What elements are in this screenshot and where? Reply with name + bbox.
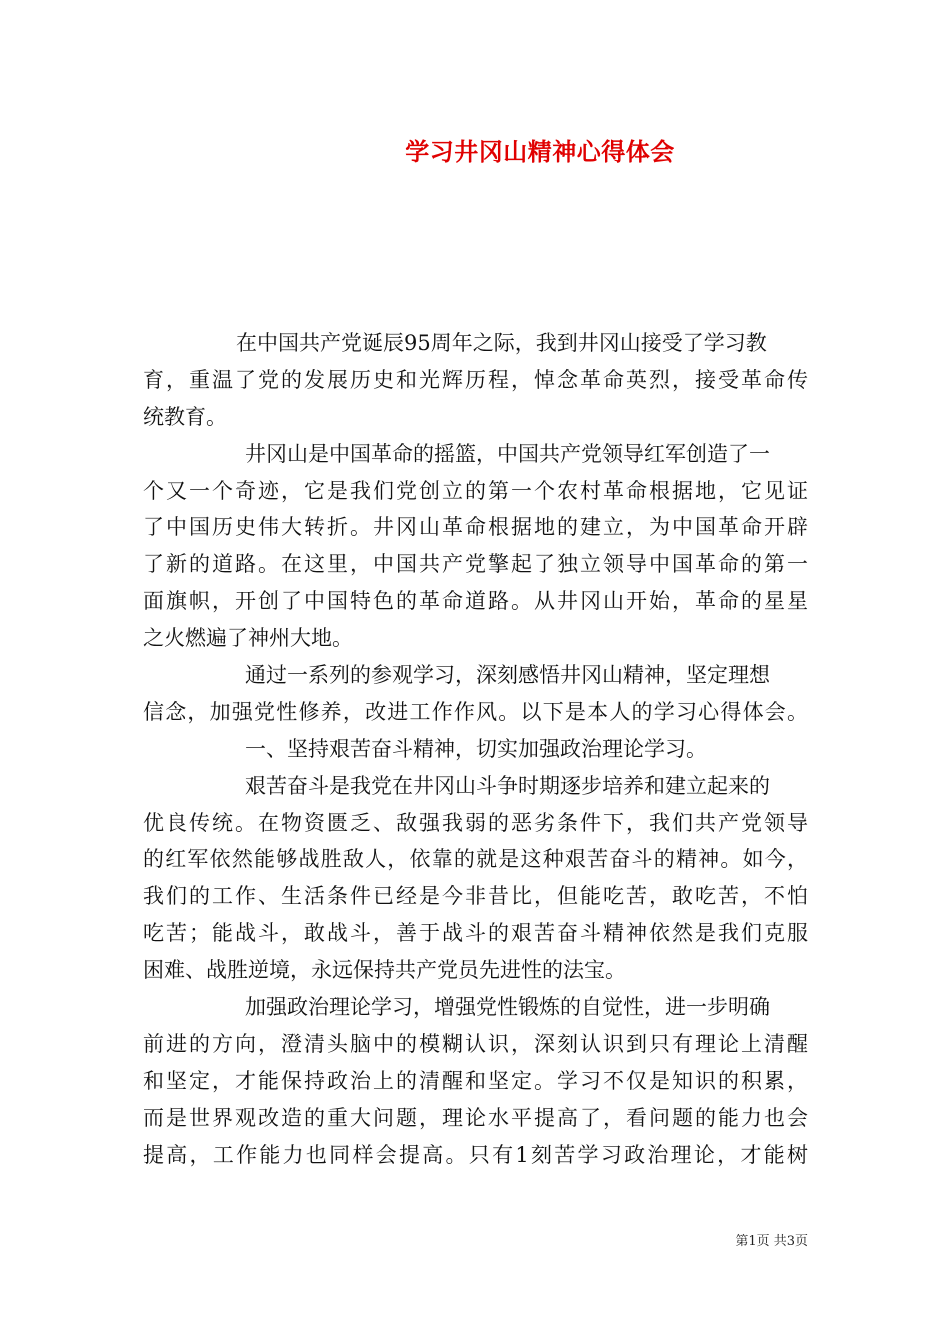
paragraph-line: 而是世界观改造的重大问题，理论水平提高了，看问题的能力也会	[143, 1105, 808, 1130]
paragraph-line: 统教育。	[143, 404, 227, 429]
paragraph-line: 信念，加强党性修养，改进工作作风。以下是本人的学习心得体会。	[143, 699, 808, 724]
paragraph-line: 了中国历史伟大转折。井冈山革命根据地的建立，为中国革命开辟	[143, 515, 808, 540]
paragraph-line: 了新的道路。在这里，中国共产党擎起了独立领导中国革命的第一	[143, 552, 808, 577]
paragraph-line: 困难、战胜逆境，永远保持共产党员先进性的法宝。	[143, 958, 626, 983]
paragraph-line: 育，重温了党的发展历史和光辉历程，悼念革命英烈，接受革命传	[143, 367, 808, 392]
paragraph-line: 吃苦；能战斗，敢战斗，善于战斗的艰苦奋斗精神依然是我们克服	[143, 921, 808, 946]
paragraph-line: 提高，工作能力也同样会提高。只有1刻苦学习政治理论，才能树	[143, 1142, 808, 1167]
paragraph-line: 前进的方向，澄清头脑中的模糊认识，深刻认识到只有理论上清醒	[143, 1031, 808, 1056]
paragraph-line: 个又一个奇迹，它是我们党创立的第一个农村革命根据地，它见证	[143, 478, 808, 503]
document-body	[143, 325, 808, 1173]
paragraph-line: 通过一系列的参观学习，深刻感悟井冈山精神，坚定理想	[245, 663, 770, 688]
paragraph-line: 艰苦奋斗是我党在井冈山斗争时期逐步培养和建立起来的	[245, 773, 770, 798]
section-heading: 一、坚持艰苦奋斗精神，切实加强政治理论学习。	[245, 736, 707, 761]
paragraph-line: 之火燃遍了神州大地。	[143, 626, 353, 651]
paragraph-line: 优良传统。在物资匮乏、敌强我弱的恶劣条件下，我们共产党领导	[143, 810, 808, 835]
page-number: 第1页 共3页	[735, 1234, 808, 1249]
paragraph-line: 的红军依然能够战胜敌人，依靠的就是这种艰苦奋斗的精神。如今，	[143, 847, 808, 872]
paragraph-line: 和坚定，才能保持政治上的清醒和坚定。学习不仅是知识的积累，	[143, 1068, 808, 1093]
paragraph-line: 我们的工作、生活条件已经是今非昔比，但能吃苦，敢吃苦，不怕	[143, 884, 808, 909]
paragraph-line: 加强政治理论学习，增强党性锻炼的自觉性，进一步明确	[245, 995, 770, 1020]
paragraph-line: 在中国共产党诞辰95周年之际，我到井冈山接受了学习教	[236, 331, 767, 355]
paragraph-line: 井冈山是中国革命的摇篮，中国共产党领导红军创造了一	[245, 441, 770, 466]
paragraph-line: 面旗帜，开创了中国特色的革命道路。从井冈山开始，革命的星星	[143, 589, 808, 614]
page-title: 学习井冈山精神心得体会	[405, 138, 675, 166]
